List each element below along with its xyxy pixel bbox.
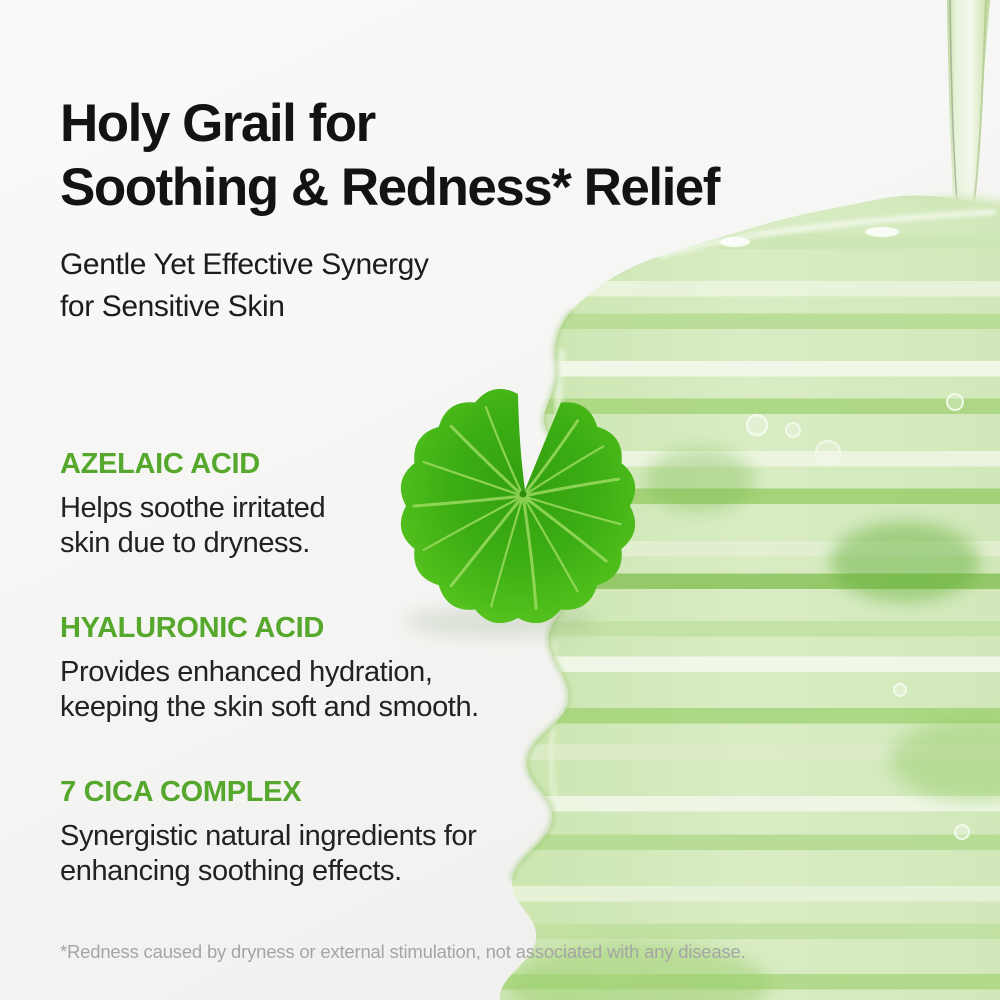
description-line: Helps soothe irritated [60, 492, 326, 524]
page-title [60, 92, 719, 220]
subtitle-line-2: for Sensitive Skin [60, 290, 285, 323]
description-line: enhancing soothing effects. [60, 855, 402, 887]
ingredient-section-azelaic-acid [60, 448, 325, 561]
subtitle-line-1: Gentle Yet Effective Synergy [60, 248, 429, 281]
title-line-2: Soothing & Redness* Relief [60, 157, 719, 217]
ingredient-description [60, 655, 479, 725]
ingredient-description [60, 819, 476, 889]
ingredient-section-hyaluronic-acid [60, 612, 479, 725]
title-line-1: Holy Grail for [60, 93, 375, 153]
description-line: keeping the skin soft and smooth. [60, 691, 479, 723]
ingredient-name: AZELAIC ACID [60, 448, 260, 480]
ingredient-description [60, 491, 325, 561]
ingredient-section-cica-complex [60, 776, 476, 889]
pouring-liquid-stream [904, 0, 1000, 228]
disclaimer-footnote: *Redness caused by dryness or external stimulation, not associated with any disease. [60, 940, 746, 962]
description-line: Synergistic natural ingredients for [60, 820, 477, 852]
description-line: Provides enhanced hydration, [60, 656, 433, 688]
description-line: skin due to dryness. [60, 527, 310, 559]
ingredient-name: HYALURONIC ACID [60, 612, 325, 644]
page-subtitle [60, 244, 429, 328]
ingredient-name: 7 CICA COMPLEX [60, 776, 302, 808]
